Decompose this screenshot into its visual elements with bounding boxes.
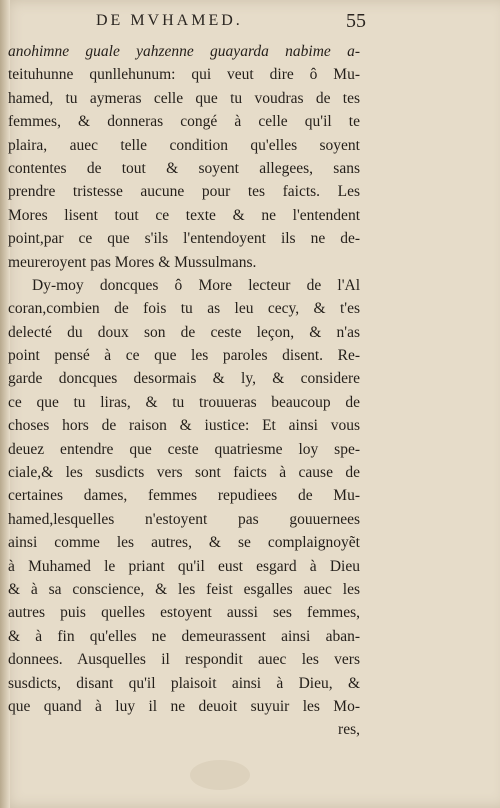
text-line: point pensé à ce que les paroles disent. Re- [8,347,360,365]
text-line: anohimne guale yahzenne guayarda nabime a- [8,43,360,60]
text-line: coran,combien de fois tu as leu cecy, & t'es [8,300,360,318]
text-line: meureroyent pas Mores & Mussulmans. [8,253,257,271]
page-number: 55 [346,10,366,32]
text-line: hamed, tu aymeras celle que tu voudras de tes [8,89,360,107]
text-line: certaines dames, femmes repudiees de Mu- [8,487,360,505]
text-line: res, [338,721,360,739]
text-line: ciale,& les susdicts vers sont faicts à cause de [8,464,360,482]
text-line: susdicts, disant qu'il plaisoit ainsi à Dieu, & [8,674,360,692]
text-line: & à fin qu'elles ne demeurassent ainsi aban- [8,627,360,645]
text-line: hamed,lesquelles n'estoyent pas gouuernees [8,510,360,528]
text-line: Mores lisent tout ce texte & ne l'entendent [8,206,360,224]
text-line: donnees. Ausquelles il respondit auec les vers [8,651,360,669]
page-header [0,12,500,36]
text-line: point,par ce que s'ils l'entendoyent ils ne de- [8,230,360,248]
text-line: prendre tristesse aucune pour tes faicts. Les [8,183,360,201]
text-line: ainsi comme les autres, & se complaignoyẽt [8,534,360,552]
text-line: delecté du doux son de ceste leçon, & n'as [8,323,360,341]
running-head: DE MVHAMED. [96,12,243,29]
text-line: ce que tu liras, & tu trouueras beaucoup de [8,393,360,411]
text-line: teituhunne qunllehunum: qui veut dire ô Mu- [8,66,360,84]
text-line: autres puis quelles estoyent aussi ses femmes, [8,604,360,622]
text-line: femmes, & donneras congé à celle qu'il te [8,113,360,131]
text-line: garde doncques desormais & ly, & considere [8,370,360,388]
text-line: à Muhamed le priant qu'il eust esgard à Dieu [8,557,360,575]
text-line: que quand à luy il ne deuoit suyuir les Mo- [8,697,360,715]
text-line: & à sa conscience, & les feist esgalles auec les [8,580,360,598]
text-line: choses hors de raison & iustice: Et ainsi vous [8,417,360,435]
body-text [8,40,360,742]
text-line: plaira, auec telle condition qu'elles soyent [8,136,360,154]
text-line: Dy-moy doncques ô More lecteur de l'Al [32,276,360,294]
text-line: deuez entendre que ceste quatriesme loy spe- [8,440,360,458]
text-line: contentes de tout & soyent allegees, sans [8,159,360,177]
paper-stain [190,760,250,790]
